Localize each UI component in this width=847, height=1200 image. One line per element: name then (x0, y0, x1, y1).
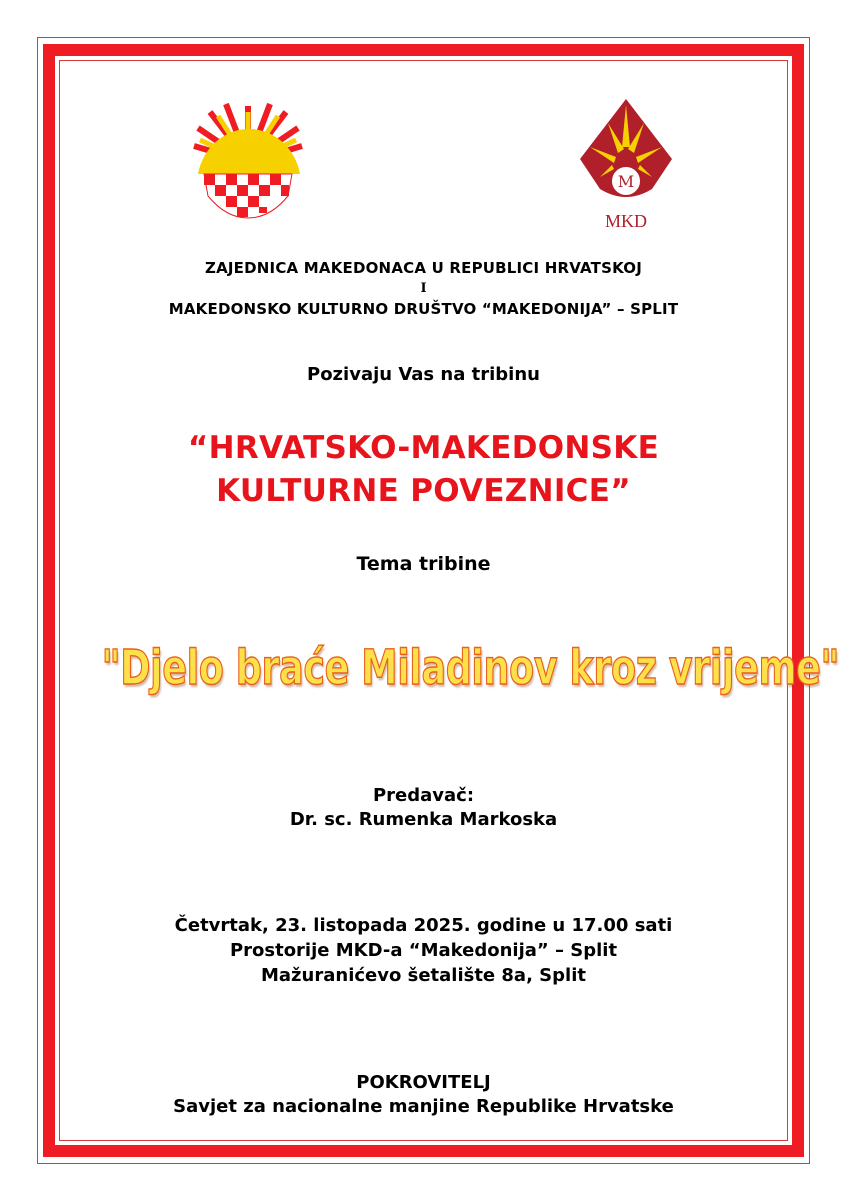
mkd-logo-letter: M (617, 172, 635, 191)
event-title-line-1: “HRVATSKO-MAKEDONSKE (187, 430, 660, 466)
sponsor-name: Savjet za nacionalne manjine Republike Hrvatske (173, 1096, 674, 1117)
event-datetime: Četvrtak, 23. listopada 2025. godine u 17.00 sati (174, 915, 673, 936)
organizer-conjunction: I (420, 281, 427, 296)
organizer-line-2: MAKEDONSKO KULTURNO DRUŠTVO “MAKEDONIJA” – SPLIT (168, 300, 679, 318)
mkd-logo-caption: MKD (604, 211, 648, 231)
mkd-society-logo-icon (578, 97, 674, 237)
organizer-line-1: ZAJEDNICA MAKEDONACA U REPUBLICI HRVATSKOJ (205, 259, 642, 277)
event-address: Mažuranićevo šetalište 8a, Split (261, 965, 586, 986)
speaker-name: Dr. sc. Rumenka Markoska (289, 809, 558, 830)
event-venue: Prostorije MKD-a “Makedonija” – Split (229, 940, 618, 961)
lecture-topic: "Djelo braće Miladinov kroz vrijeme" (101, 640, 840, 696)
invitation-text: Pozivaju Vas na tribinu (307, 364, 540, 385)
event-title-line-2: KULTURNE POVEZNICE” (216, 473, 631, 509)
macedonian-sun-croatian-checkerboard-logo-icon (190, 100, 310, 220)
sponsor-label: POKROVITELJ (356, 1072, 491, 1093)
theme-label: Tema tribine (356, 553, 491, 575)
speaker-label: Predavač: (372, 785, 475, 806)
